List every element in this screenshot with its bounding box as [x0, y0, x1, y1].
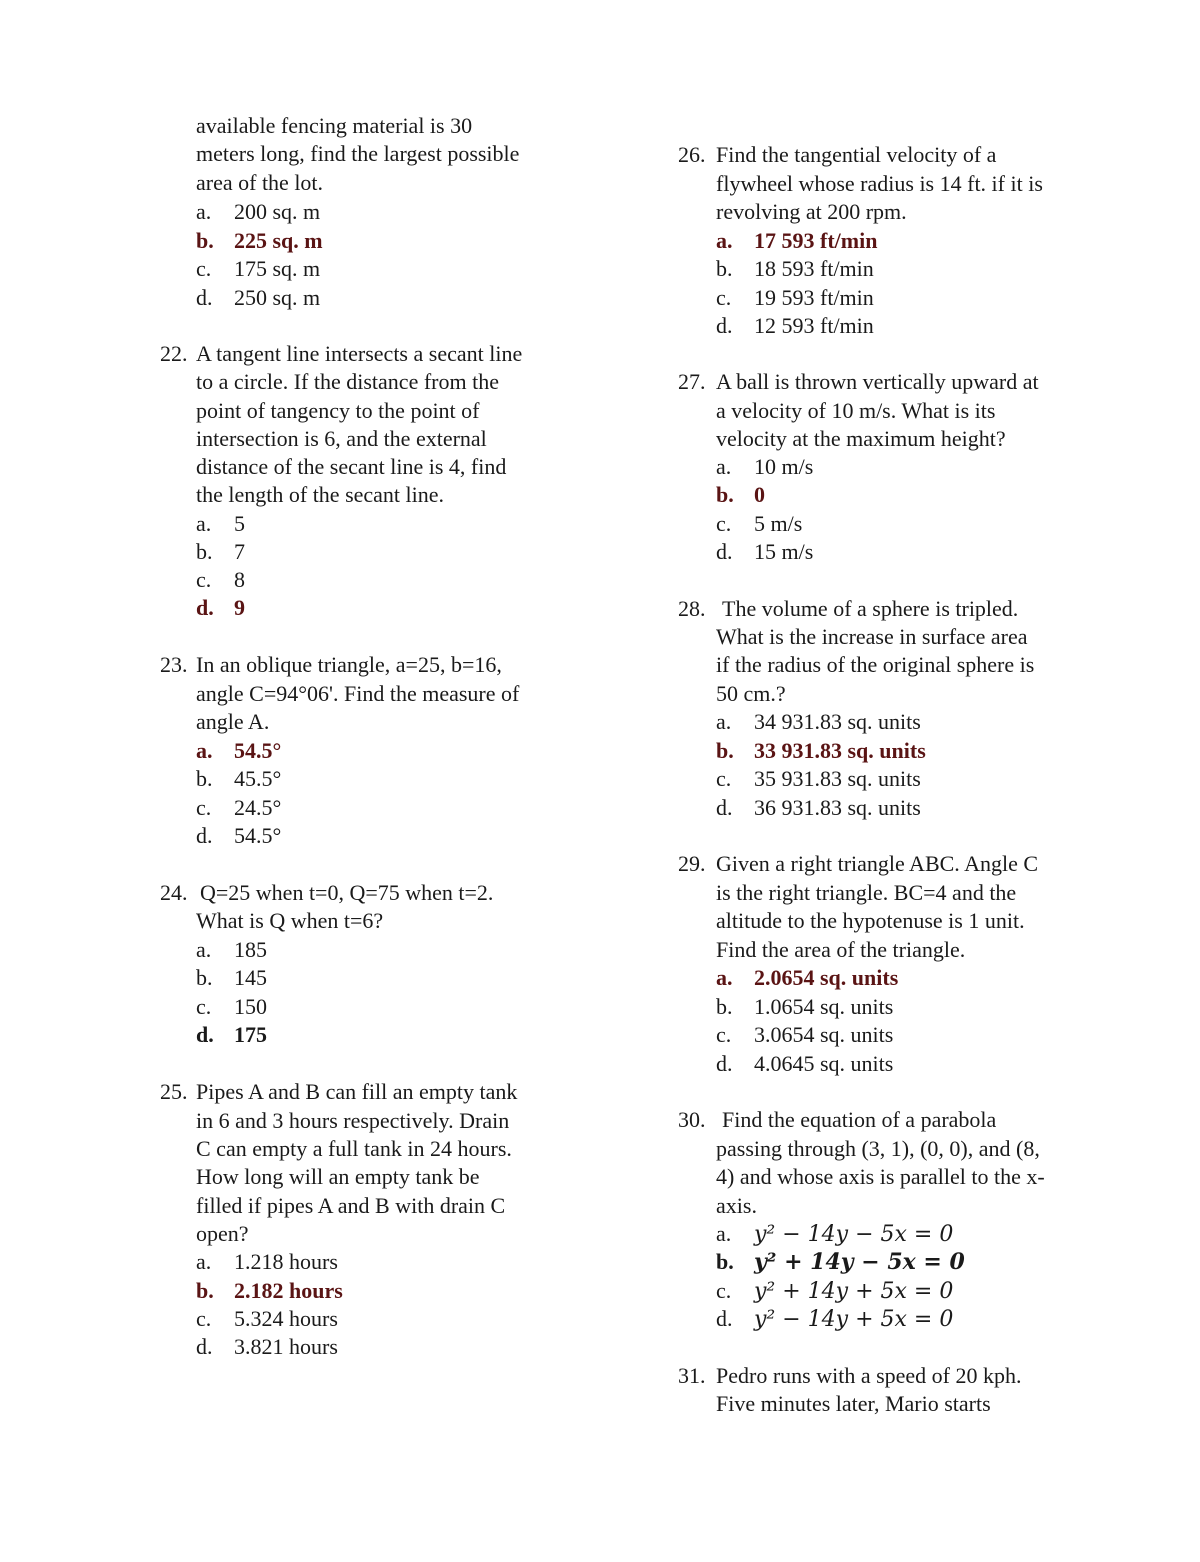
question-text-line: meters long, find the largest possible	[196, 141, 520, 166]
option-text: 33 931.83 sq. units	[754, 738, 926, 763]
option-letter: a.	[196, 511, 212, 536]
question-number: 23.	[160, 652, 188, 677]
question-text-line	[678, 595, 1018, 623]
question-text-line	[160, 879, 493, 907]
option-letter: a.	[196, 937, 212, 962]
option-letter: b.	[716, 256, 733, 281]
question-number: 31.	[678, 1363, 706, 1388]
option-text: 34 931.83 sq. units	[754, 709, 921, 734]
option-text: 1.0654 sq. units	[754, 994, 894, 1019]
answer-option	[716, 1277, 953, 1306]
answer-option	[196, 964, 267, 992]
option-letter: c.	[716, 285, 732, 310]
option-text: 1.218 hours	[234, 1249, 338, 1274]
option-text: 10 m/s	[754, 454, 814, 479]
question-text: Q=25 when t=0, Q=75 when t=2.	[200, 880, 494, 905]
option-text: 225 sq. m	[234, 228, 323, 253]
question-text-line: How long will an empty tank be	[196, 1164, 480, 1189]
option-text: 4.0645 sq. units	[754, 1051, 894, 1076]
question-text: A tangent line intersects a secant line	[196, 341, 523, 366]
option-letter: d.	[716, 539, 733, 564]
question-text-line: if the radius of the original sphere is	[716, 652, 1035, 677]
option-letter: a.	[716, 709, 732, 734]
question-text-line	[678, 1106, 996, 1134]
question-text-line	[678, 1362, 1022, 1390]
question-text-line: intersection is 6, and the external	[196, 426, 487, 451]
question-text-line: point of tangency to the point of	[196, 398, 480, 423]
answer-option-correct	[196, 594, 245, 622]
option-text: 35 931.83 sq. units	[754, 766, 921, 791]
option-letter: b.	[716, 994, 733, 1019]
option-letter: c.	[716, 766, 732, 791]
question-text-line: the length of the secant line.	[196, 482, 445, 507]
question-text-line: is the right triangle. BC=4 and the	[716, 880, 1017, 905]
question-text: Pipes A and B can fill an empty tank	[196, 1079, 518, 1104]
option-letter: b.	[716, 738, 734, 763]
answer-option	[716, 538, 813, 566]
question-text-line	[160, 651, 502, 679]
question-text-line: available fencing material is 30	[196, 113, 473, 138]
answer-option	[196, 936, 267, 964]
answer-option	[196, 822, 281, 850]
option-text: 19 593 ft/min	[754, 285, 874, 310]
question-number: 30.	[678, 1107, 706, 1132]
question-text-line: angle A.	[196, 709, 270, 734]
option-letter: d.	[196, 285, 213, 310]
question-text-line: in 6 and 3 hours respectively. Drain	[196, 1108, 510, 1133]
answer-option	[196, 993, 267, 1021]
equation-text: y² − 14y − 5x = 0	[754, 1222, 954, 1247]
answer-option	[716, 1248, 965, 1276]
option-text: 18 593 ft/min	[754, 256, 874, 281]
answer-option-correct	[716, 227, 877, 255]
answer-option	[196, 1305, 338, 1333]
question-text-line: flywheel whose radius is 14 ft. if it is	[716, 171, 1043, 196]
question-number: 26.	[678, 142, 706, 167]
option-text: 185	[234, 937, 267, 962]
question-text: Given a right triangle ABC. Angle C	[716, 851, 1039, 876]
question-text-line	[160, 1078, 517, 1106]
option-letter: b.	[196, 539, 213, 564]
equation-text: y² − 14y + 5x = 0	[754, 1307, 954, 1332]
answer-option	[716, 284, 874, 312]
option-letter: a.	[196, 1249, 212, 1274]
option-letter: a.	[716, 965, 733, 990]
answer-option	[196, 1248, 338, 1276]
equation-text: y² + 14y − 5x = 0	[754, 1249, 965, 1275]
question-text: In an oblique triangle, a=25, b=16,	[196, 652, 502, 677]
answer-option-correct	[196, 737, 281, 765]
option-letter: b.	[196, 766, 213, 791]
option-letter: b.	[716, 1249, 734, 1274]
question-text: Find the equation of a parabola	[722, 1107, 997, 1132]
option-text: 175	[234, 1022, 267, 1047]
option-letter: a.	[196, 199, 212, 224]
question-text: A ball is thrown vertically upward at	[716, 369, 1039, 394]
question-number: 22.	[160, 341, 188, 366]
answer-option	[716, 1050, 893, 1078]
question-number: 25.	[160, 1079, 188, 1104]
answer-option	[716, 510, 802, 538]
question-text-line: to a circle. If the distance from the	[196, 369, 499, 394]
option-text: 7	[234, 539, 245, 564]
answer-option	[196, 538, 245, 566]
answer-option	[196, 566, 245, 594]
answer-option	[716, 708, 921, 736]
option-letter: b.	[196, 228, 214, 253]
answer-option	[196, 1021, 267, 1049]
option-letter: c.	[196, 795, 212, 820]
question-text-line	[678, 141, 996, 169]
option-letter: c.	[196, 994, 212, 1019]
answer-option	[716, 765, 921, 793]
option-letter: d.	[716, 1306, 733, 1331]
question-text: The volume of a sphere is tripled.	[722, 596, 1019, 621]
question-text: Find the tangential velocity of a	[716, 142, 997, 167]
question-text-line: What is the increase in surface area	[716, 624, 1028, 649]
option-text: 250 sq. m	[234, 285, 321, 310]
option-text: 54.5°	[234, 823, 282, 848]
answer-option	[196, 794, 281, 822]
question-text-line: What is Q when t=6?	[196, 908, 384, 933]
option-text: 24.5°	[234, 795, 282, 820]
answer-option	[716, 1021, 893, 1049]
answer-option	[196, 510, 245, 538]
option-letter: d.	[196, 1334, 213, 1359]
option-text: 54.5°	[234, 738, 282, 763]
option-letter: d.	[716, 795, 733, 820]
option-letter: b.	[196, 965, 213, 990]
answer-option-correct	[196, 1277, 343, 1305]
option-letter: a.	[716, 454, 732, 479]
option-text: 45.5°	[234, 766, 282, 791]
answer-option	[716, 794, 921, 822]
option-text: 12 593 ft/min	[754, 313, 874, 338]
option-text: 9	[234, 595, 245, 620]
option-text: 175 sq. m	[234, 256, 321, 281]
question-text-line: axis.	[716, 1193, 757, 1218]
option-letter: b.	[196, 1278, 214, 1303]
answer-option-correct	[716, 481, 765, 509]
question-number: 24.	[160, 880, 188, 905]
question-number: 29.	[678, 851, 706, 876]
option-letter: a.	[196, 738, 213, 763]
option-text: 3.821 hours	[234, 1334, 338, 1359]
question-text-line: altitude to the hypotenuse is 1 unit.	[716, 908, 1025, 933]
option-text: 36 931.83 sq. units	[754, 795, 921, 820]
question-text-line: 50 cm.?	[716, 681, 786, 706]
option-letter: d.	[716, 1051, 733, 1076]
answer-option	[716, 993, 893, 1021]
equation-text: y² + 14y + 5x = 0	[754, 1279, 954, 1304]
answer-option	[716, 255, 874, 283]
option-letter: a.	[716, 228, 733, 253]
question-text-line: passing through (3, 1), (0, 0), and (8,	[716, 1136, 1040, 1161]
question-text-line: area of the lot.	[196, 170, 324, 195]
option-letter: d.	[196, 1022, 214, 1047]
option-text: 2.182 hours	[234, 1278, 343, 1303]
option-letter: a.	[716, 1221, 732, 1246]
answer-option	[196, 198, 320, 226]
option-text: 150	[234, 994, 267, 1019]
option-text: 2.0654 sq. units	[754, 965, 899, 990]
question-text-line: Five minutes later, Mario starts	[716, 1391, 991, 1416]
question-number: 27.	[678, 369, 706, 394]
question-text-line	[678, 368, 1039, 396]
question-text-line: filled if pipes A and B with drain C	[196, 1193, 506, 1218]
answer-option	[196, 284, 320, 312]
option-text: 0	[754, 482, 765, 507]
answer-option-correct	[716, 737, 926, 765]
question-text-line	[678, 850, 1038, 878]
option-text: 200 sq. m	[234, 199, 321, 224]
question-text-line: distance of the secant line is 4, find	[196, 454, 507, 479]
answer-option	[716, 453, 813, 481]
question-text-line: revolving at 200 rpm.	[716, 199, 907, 224]
question-text-line: open?	[196, 1221, 249, 1246]
option-text: 3.0654 sq. units	[754, 1022, 894, 1047]
answer-option-correct	[716, 964, 898, 992]
option-letter: b.	[716, 482, 734, 507]
option-letter: c.	[716, 511, 732, 536]
option-letter: c.	[196, 256, 212, 281]
option-letter: d.	[716, 313, 733, 338]
option-text: 145	[234, 965, 267, 990]
question-text-line: a velocity of 10 m/s. What is its	[716, 398, 996, 423]
option-text: 17 593 ft/min	[754, 228, 878, 253]
answer-option	[196, 765, 281, 793]
answer-option	[196, 1333, 338, 1361]
answer-option	[196, 255, 320, 283]
option-text: 5.324 hours	[234, 1306, 338, 1331]
answer-option	[716, 312, 874, 340]
question-text: Pedro runs with a speed of 20 kph.	[716, 1363, 1022, 1388]
answer-option	[716, 1305, 953, 1334]
option-letter: c.	[716, 1278, 732, 1303]
option-letter: d.	[196, 595, 214, 620]
option-text: 8	[234, 567, 245, 592]
option-text: 15 m/s	[754, 539, 814, 564]
question-text-line: 4) and whose axis is parallel to the x-	[716, 1164, 1045, 1189]
option-text: 5	[234, 511, 245, 536]
option-text: 5 m/s	[754, 511, 803, 536]
question-text-line	[160, 340, 522, 368]
option-letter: c.	[716, 1022, 732, 1047]
question-text-line: Find the area of the triangle.	[716, 937, 966, 962]
answer-option-correct	[196, 227, 323, 255]
question-text-line: C can empty a full tank in 24 hours.	[196, 1136, 512, 1161]
question-text-line: velocity at the maximum height?	[716, 426, 1006, 451]
answer-option	[716, 1220, 953, 1249]
question-text-line: angle C=94°06'. Find the measure of	[196, 681, 520, 706]
question-number: 28.	[678, 596, 706, 621]
option-letter: c.	[196, 567, 212, 592]
option-letter: c.	[196, 1306, 212, 1331]
option-letter: d.	[196, 823, 213, 848]
